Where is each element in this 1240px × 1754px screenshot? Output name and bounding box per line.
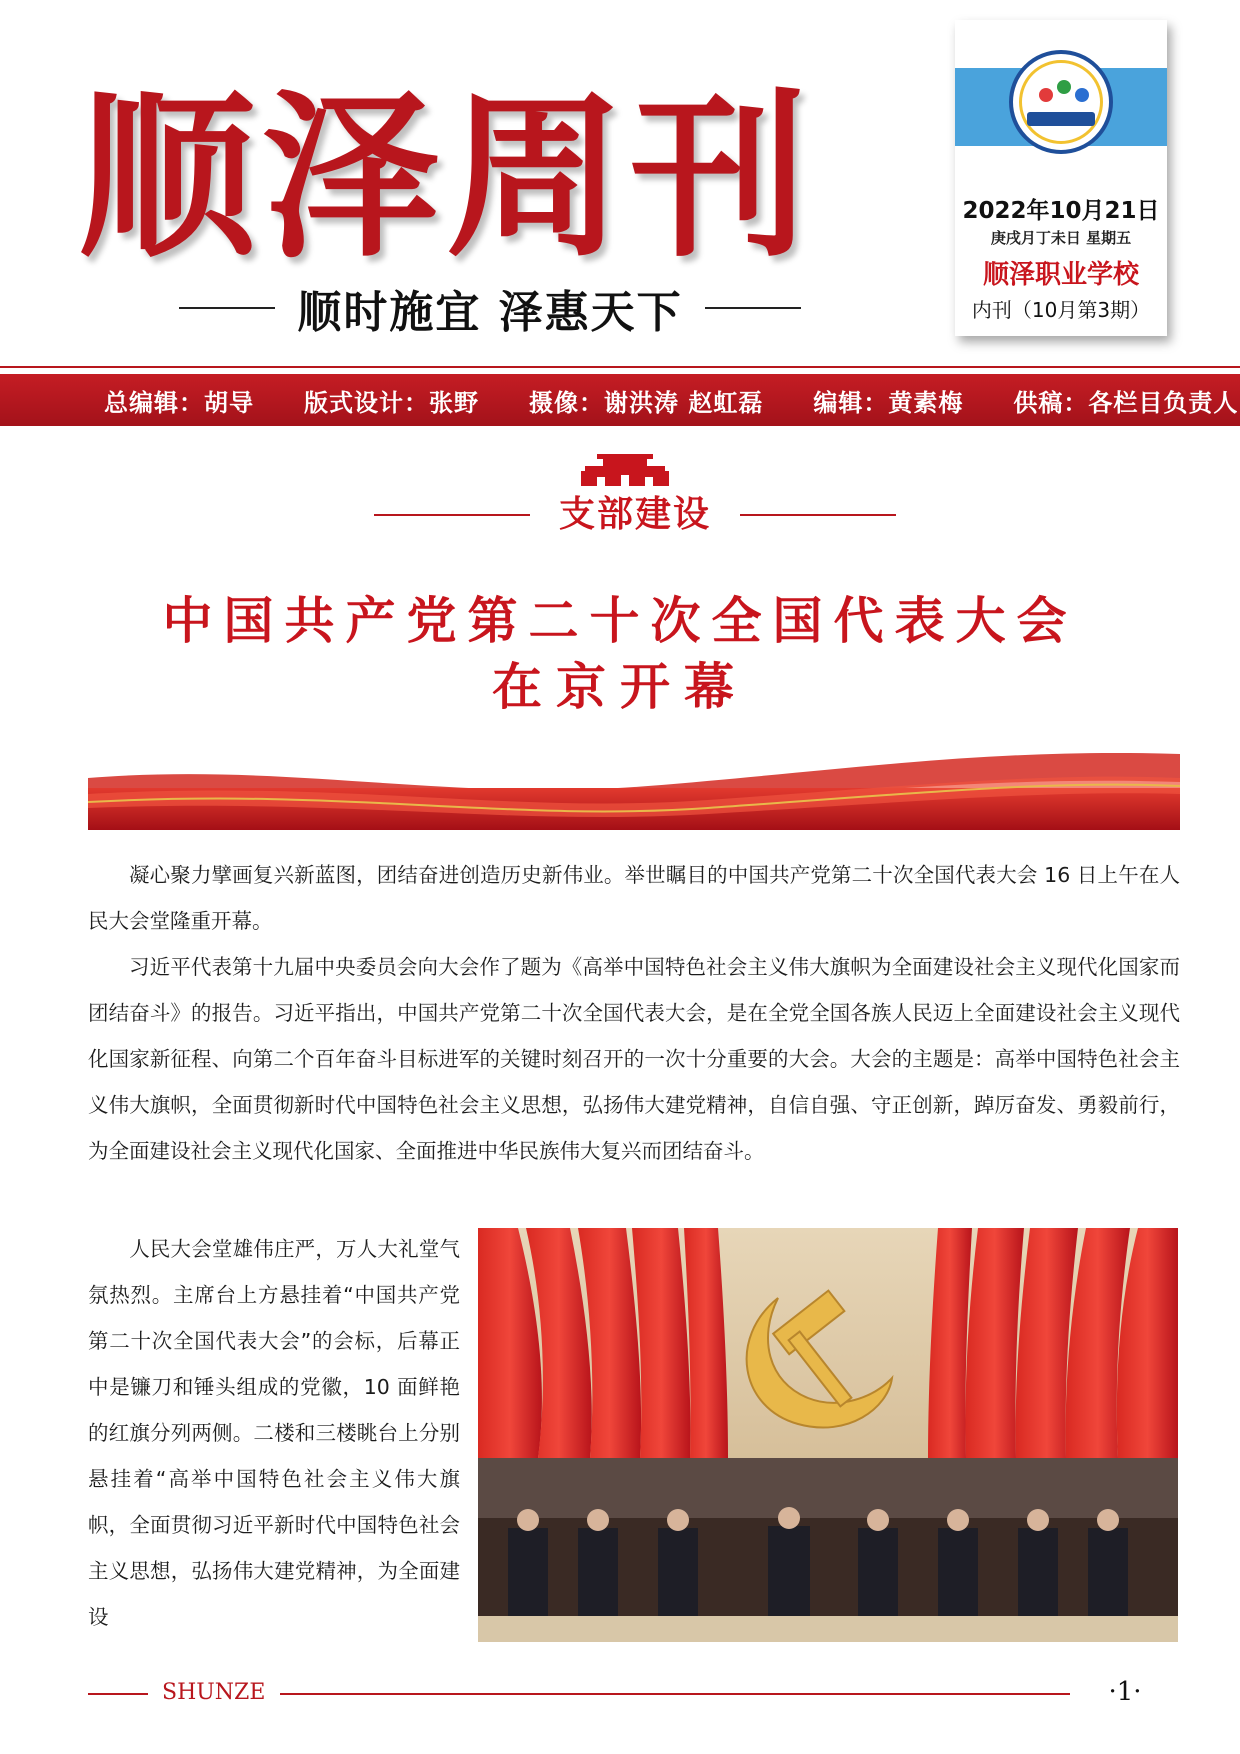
article-headline (90, 588, 1150, 720)
emblem-ring (1019, 60, 1103, 144)
tiananmen-gate-2 (621, 475, 629, 486)
school-emblem-icon (1009, 50, 1113, 154)
red-ribbon-banner (88, 742, 1180, 830)
head-4 (778, 1507, 800, 1529)
stage-lights (478, 1616, 1178, 1642)
head-5 (867, 1509, 889, 1531)
head-2 (587, 1509, 609, 1531)
tiananmen-gate-3 (645, 477, 653, 486)
delegate-6 (938, 1528, 978, 1616)
staff-banner (0, 374, 1240, 426)
delegate-4 (768, 1526, 810, 1616)
issue-number: 内刊（10月第3期） (971, 298, 1151, 322)
issue-card (955, 20, 1167, 336)
delegate-8 (1088, 1528, 1128, 1616)
issue-lunar-date: 庚戌月丁未日 星期五 (990, 229, 1132, 247)
delegate-2 (578, 1528, 618, 1616)
article-paragraph-3-text: 人民大会堂雄伟庄严，万人大礼堂气氛热烈。主席台上方悬挂着“中国共产党第二十次全国代表大会”的会标，后幕正中是镰刀和锤头组成的党徽，10 面鲜艳的红旗分列两侧。二楼和三楼眺台上分别悬挂着“高举中国特色社会主义伟大旗帜，全面贯彻习近平新时代中国特色社会主义思想，弘扬伟大建党精神，为全面建设 (88, 1237, 460, 1629)
slogan-text: 顺时施宜 泽惠天下 (297, 287, 683, 338)
delegate-7 (1018, 1528, 1058, 1616)
tiananmen-gate-1 (597, 477, 605, 486)
school-name: 顺泽职业学校 (982, 260, 1139, 290)
head-8 (1097, 1509, 1119, 1531)
delegate-1 (508, 1528, 548, 1616)
article-paragraph-2: 习近平代表第十九届中央委员会向大会作了题为《高举中国特色社会主义伟大旗帜为全面建设社会主义现代化国家而团结奋斗》的报告。习近平指出，中国共产党第二十次全国代表大会，是在全党全国各族人民迈上全面建设社会主义现代化国家新征程、向第二个百年奋斗目标进军的关键时刻召开的一次十分重要的大会。大会的主题是：高举中国特色社会主义伟大旗帜，全面贯彻新时代中国特色社会主义思想，弘扬伟大建党精神，自信自强、守正创新，踔厉奋发、勇毅前行，为全面建设社会主义现代化国家、全面推进中华民族伟大复兴而团结奋斗。 (88, 955, 1180, 1163)
footer-line-right (280, 1693, 1070, 1695)
emblem-figure-green (1057, 80, 1071, 94)
headline-line-1: 中国共产党第二十次全国代表大会 (162, 591, 1078, 650)
footer-brand: SHUNZE (162, 1680, 266, 1705)
head-6 (947, 1509, 969, 1531)
slogan (160, 278, 820, 338)
head-1 (517, 1509, 539, 1531)
staff-credits: 总编辑：胡导 版式设计：张野 摄像：谢洪涛 赵虹磊 编辑：黄素梅 供稿：各栏目负责人 (104, 387, 1239, 417)
article-paragraph-1: 凝心聚力擘画复兴新蓝图，团结奋进创造历史新伟业。举世瞩目的中国共产党第二十次全国代表大会 16 日上午在人民大会堂隆重开幕。 (88, 863, 1180, 933)
footer-line-left (88, 1693, 148, 1695)
banner-rule (0, 366, 1240, 368)
tiananmen-roof-low (585, 466, 665, 471)
section-line-left (374, 514, 530, 516)
head-7 (1027, 1509, 1049, 1531)
audience-back (478, 1458, 1178, 1518)
emblem-figure-red (1039, 88, 1053, 102)
emblem-figure-blue (1075, 88, 1089, 102)
article-paragraph-3 (88, 1226, 460, 1640)
section-line-right (740, 514, 896, 516)
issue-date: 2022年10月21日 (962, 198, 1160, 224)
tiananmen-roof-top (597, 454, 653, 459)
congress-hall-photo (478, 1228, 1178, 1642)
page-number: ·1· (1108, 1677, 1142, 1707)
headline-line-2: 在京开幕 (492, 657, 748, 716)
slogan-line-right (705, 307, 801, 309)
section-title: 支部建设 (558, 494, 711, 535)
delegate-3 (658, 1528, 698, 1616)
emblem-banner (1027, 112, 1095, 126)
masthead-title: 顺泽周刊 (78, 72, 814, 281)
red-flag-7 (966, 1228, 1025, 1458)
tiananmen-upper (603, 459, 647, 466)
head-3 (667, 1509, 689, 1531)
slogan-line-left (179, 307, 275, 309)
tiananmen-icon (575, 452, 675, 490)
delegate-5 (858, 1528, 898, 1616)
